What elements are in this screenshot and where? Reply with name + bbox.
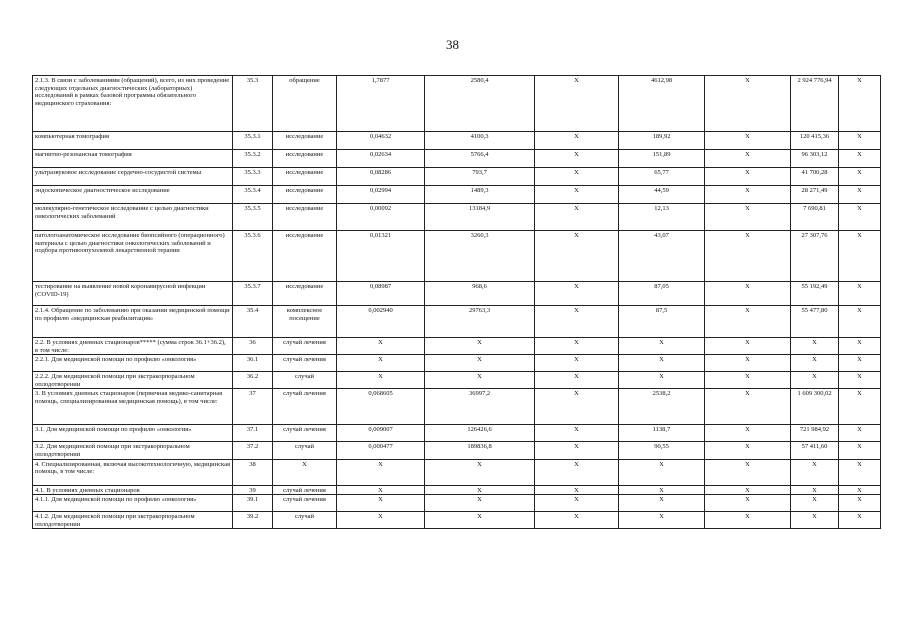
table-cell: 3. В условиях дневных стационаров (первичная медико-санитарная помощь, специализированная медицинская помощь), в том числе: — [33, 389, 233, 425]
table-cell: 3.2. Для медицинской помощи при экстракорпоральном оплодотворении — [33, 442, 233, 459]
table-cell: X — [425, 459, 535, 485]
table-cell: X — [839, 372, 881, 389]
table-cell: 1,7877 — [337, 76, 425, 132]
table-cell: 0,04632 — [337, 132, 425, 150]
table-cell: X — [791, 485, 839, 495]
table-cell: X — [839, 168, 881, 186]
table-cell: 2.2.2. Для медицинской помощи при экстракорпоральном оплодотворении — [33, 372, 233, 389]
table-cell: X — [791, 372, 839, 389]
table-cell: 5766,4 — [425, 150, 535, 168]
table-cell: X — [337, 512, 425, 529]
table-cell: X — [535, 132, 619, 150]
table-cell: X — [535, 485, 619, 495]
table-cell: 721 984,92 — [791, 425, 839, 442]
table-cell: 39.2 — [233, 512, 273, 529]
table-row — [33, 186, 881, 204]
table-cell: X — [425, 495, 535, 512]
table-cell: 43,07 — [619, 231, 705, 282]
table-cell: X — [839, 76, 881, 132]
table-cell: X — [839, 442, 881, 459]
table-cell: X — [791, 512, 839, 529]
table-cell: X — [619, 338, 705, 355]
table-cell: X — [425, 355, 535, 372]
table-cell: патологоанатомическое исследование биопсийного (операционного) материала с целью диагностики онкологических заболеваний и подбора противоопухолевой лекарственной терапии — [33, 231, 233, 282]
table-cell: случай — [273, 512, 337, 529]
table-row — [33, 355, 881, 372]
table-cell: 151,89 — [619, 150, 705, 168]
table-cell: X — [705, 355, 791, 372]
table-cell: 1 609 300,02 — [791, 389, 839, 425]
table-cell: 44,59 — [619, 186, 705, 204]
table-cell: X — [535, 389, 619, 425]
table-cell: 36.1 — [233, 355, 273, 372]
table-cell: 35.3.5 — [233, 204, 273, 231]
table-cell: X — [839, 306, 881, 338]
table-cell: 968,6 — [425, 282, 535, 306]
table-cell: случай — [273, 442, 337, 459]
table-cell: 57 411,60 — [791, 442, 839, 459]
table-cell: 29763,3 — [425, 306, 535, 338]
table-cell: 189,92 — [619, 132, 705, 150]
table-cell: X — [535, 150, 619, 168]
table-cell: 126426,6 — [425, 425, 535, 442]
table-cell: X — [619, 485, 705, 495]
table-cell: 38 — [233, 459, 273, 485]
table-cell: X — [705, 231, 791, 282]
table-cell: 65,77 — [619, 168, 705, 186]
table-cell: X — [791, 495, 839, 512]
table-cell: X — [705, 204, 791, 231]
table-cell: случай — [273, 372, 337, 389]
table-cell: X — [337, 338, 425, 355]
table-cell: X — [425, 338, 535, 355]
table-cell: 35.3.4 — [233, 186, 273, 204]
table-cell: X — [705, 150, 791, 168]
table-cell: 90,55 — [619, 442, 705, 459]
table-row — [33, 306, 881, 338]
table-cell: 55 477,80 — [791, 306, 839, 338]
table-cell: исследование — [273, 204, 337, 231]
table-cell: X — [535, 442, 619, 459]
table-cell: X — [619, 459, 705, 485]
table-cell: 37.2 — [233, 442, 273, 459]
table-cell: 3.1. Для медицинской помощи по профилю «онкология» — [33, 425, 233, 442]
table-cell: X — [705, 512, 791, 529]
table-cell: X — [839, 282, 881, 306]
table-cell: X — [425, 512, 535, 529]
table-cell: X — [273, 459, 337, 485]
table-cell: случай лечения — [273, 425, 337, 442]
table-cell: X — [535, 168, 619, 186]
table-cell: X — [705, 442, 791, 459]
table-cell: X — [791, 355, 839, 372]
table-cell: X — [839, 512, 881, 529]
table-cell: X — [839, 485, 881, 495]
table-cell: 87,5 — [619, 306, 705, 338]
table-cell: X — [839, 231, 881, 282]
table-cell: X — [839, 204, 881, 231]
table-cell: 87,05 — [619, 282, 705, 306]
table-cell: 39.1 — [233, 495, 273, 512]
table-cell: исследование — [273, 231, 337, 282]
table-row — [33, 372, 881, 389]
table-cell: X — [705, 372, 791, 389]
table-cell: 27 307,76 — [791, 231, 839, 282]
table-cell: 0,02634 — [337, 150, 425, 168]
table-row — [33, 495, 881, 512]
table-cell: молекулярно-генетическое исследование с целью диагностики онкологических заболеваний — [33, 204, 233, 231]
table-cell: X — [705, 389, 791, 425]
table-cell: 37 — [233, 389, 273, 425]
table-cell: 36.2 — [233, 372, 273, 389]
table-row — [33, 425, 881, 442]
financing-table — [32, 75, 881, 529]
table-cell: X — [535, 355, 619, 372]
table-cell: эндоскопическое диагностическое исследование — [33, 186, 233, 204]
table-cell: X — [705, 168, 791, 186]
table-cell: 55 192,49 — [791, 282, 839, 306]
table-cell: 0,068605 — [337, 389, 425, 425]
table-cell: 4.1.2. Для медицинской помощи при экстракорпоральном оплодотворении — [33, 512, 233, 529]
table-cell: 35.3.3 — [233, 168, 273, 186]
table-cell: 37.1 — [233, 425, 273, 442]
table-cell: комплексное посещение — [273, 306, 337, 338]
table-cell: 0,000477 — [337, 442, 425, 459]
table-cell: X — [535, 338, 619, 355]
table-cell: случай лечения — [273, 355, 337, 372]
table-cell: X — [705, 495, 791, 512]
table-cell: 0,002940 — [337, 306, 425, 338]
table-cell: 120 415,36 — [791, 132, 839, 150]
table-cell: X — [705, 425, 791, 442]
table-cell: X — [839, 186, 881, 204]
table-cell: магнитно-резонансная томография — [33, 150, 233, 168]
table-cell: 2538,2 — [619, 389, 705, 425]
table-cell: 2 924 776,94 — [791, 76, 839, 132]
table-cell: 28 271,49 — [791, 186, 839, 204]
table-cell: X — [619, 372, 705, 389]
table-cell: исследование — [273, 132, 337, 150]
table-row — [33, 459, 881, 485]
table-cell: 189836,8 — [425, 442, 535, 459]
table-row — [33, 204, 881, 231]
table-cell: 2.2. В условиях дневных стационаров***** (сумма строк 36.1+36.2), в том числе: — [33, 338, 233, 355]
table-cell: случай лечения — [273, 389, 337, 425]
table-cell: исследование — [273, 282, 337, 306]
table-cell: исследование — [273, 168, 337, 186]
table-row — [33, 282, 881, 306]
table-cell: 0,00092 — [337, 204, 425, 231]
table-cell: X — [337, 355, 425, 372]
table-cell: ультразвуковое исследование сердечно-сосудистой системы — [33, 168, 233, 186]
table-cell: 2.1.4. Обращение по заболеванию при оказании медицинской помощи по профилю «медицинская реабилитация» — [33, 306, 233, 338]
table-cell: X — [337, 372, 425, 389]
table-row — [33, 231, 881, 282]
table-cell: X — [425, 485, 535, 495]
table-cell: компьютерная томография — [33, 132, 233, 150]
table-cell: 35.3.2 — [233, 150, 273, 168]
table-cell: 96 303,12 — [791, 150, 839, 168]
table-body — [33, 76, 881, 529]
table-cell: X — [535, 306, 619, 338]
table-cell: X — [705, 132, 791, 150]
table-cell: X — [535, 512, 619, 529]
table-row — [33, 512, 881, 529]
table-cell: случай лечения — [273, 485, 337, 495]
table-cell: 36997,2 — [425, 389, 535, 425]
table-cell: обращение — [273, 76, 337, 132]
table-cell: 1489,3 — [425, 186, 535, 204]
table-cell: 0,009007 — [337, 425, 425, 442]
table-cell: X — [839, 425, 881, 442]
page-number: 38 — [446, 37, 459, 52]
table-cell: 3260,3 — [425, 231, 535, 282]
table-cell: X — [337, 485, 425, 495]
table-cell: X — [535, 495, 619, 512]
table-row — [33, 338, 881, 355]
table-cell: X — [619, 495, 705, 512]
table-cell: 793,7 — [425, 168, 535, 186]
table-cell: 35.3.6 — [233, 231, 273, 282]
table-row — [33, 168, 881, 186]
table-row — [33, 150, 881, 168]
table-cell: X — [619, 512, 705, 529]
table-cell: X — [535, 204, 619, 231]
table-cell: 35.3.1 — [233, 132, 273, 150]
table-cell: X — [337, 495, 425, 512]
table-cell: 12,13 — [619, 204, 705, 231]
table-cell: 0,01321 — [337, 231, 425, 282]
table-row — [33, 389, 881, 425]
table-cell: X — [705, 76, 791, 132]
table-cell: 35.3.7 — [233, 282, 273, 306]
table-cell: X — [705, 306, 791, 338]
table-cell: 39 — [233, 485, 273, 495]
table-cell: X — [839, 389, 881, 425]
table-cell: X — [535, 231, 619, 282]
table-cell: X — [535, 76, 619, 132]
table-cell: X — [535, 425, 619, 442]
table-cell: исследование — [273, 150, 337, 168]
table-cell: 1138,7 — [619, 425, 705, 442]
table-cell: 4100,3 — [425, 132, 535, 150]
table-cell: X — [535, 459, 619, 485]
table-cell: X — [839, 338, 881, 355]
table-cell: случай лечения — [273, 495, 337, 512]
table-cell: 2580,4 — [425, 76, 535, 132]
table-row — [33, 132, 881, 150]
table-cell: 36 — [233, 338, 273, 355]
table-cell: X — [337, 459, 425, 485]
table-cell: X — [705, 282, 791, 306]
table-cell: 13184,9 — [425, 204, 535, 231]
table-cell: 35.4 — [233, 306, 273, 338]
table-cell: X — [791, 459, 839, 485]
table-cell: X — [535, 372, 619, 389]
table-cell: 0,08987 — [337, 282, 425, 306]
table-cell: X — [839, 495, 881, 512]
table-cell: 35.3 — [233, 76, 273, 132]
table-cell: 2.2.1. Для медицинской помощи по профилю «онкология» — [33, 355, 233, 372]
table-row — [33, 76, 881, 132]
table-cell: X — [839, 459, 881, 485]
table-cell: X — [839, 132, 881, 150]
table-cell: 4.1. В условиях дневных стационаров — [33, 485, 233, 495]
table-cell: X — [425, 372, 535, 389]
table-cell: X — [619, 355, 705, 372]
table-cell: 4.1.1. Для медицинской помощи по профилю «онкология» — [33, 495, 233, 512]
table-cell: исследование — [273, 186, 337, 204]
table-cell: X — [705, 459, 791, 485]
table-cell: X — [791, 338, 839, 355]
table-cell: 41 700,28 — [791, 168, 839, 186]
table-row — [33, 442, 881, 459]
table-cell: X — [705, 485, 791, 495]
table-cell: X — [705, 186, 791, 204]
table-cell: X — [839, 355, 881, 372]
table-cell: 0,02994 — [337, 186, 425, 204]
table-cell: X — [535, 186, 619, 204]
table-row — [33, 485, 881, 495]
table-cell: случай лечения — [273, 338, 337, 355]
table-cell: X — [705, 338, 791, 355]
table-cell: 0,08286 — [337, 168, 425, 186]
table-cell: 4. Специализированная, включая высокотехнологичную, медицинская помощь, в том числе: — [33, 459, 233, 485]
table-cell: тестирование на выявление новой коронавирусной инфекции (COVID-19) — [33, 282, 233, 306]
table-cell: 2.1.3. В связи с заболеваниями (обращений), всего, из них проведение следующих отдельных диагностических (лабораторных) исследований в рамках базовой программы обязательного медицинского страхования: — [33, 76, 233, 132]
table-cell: X — [839, 150, 881, 168]
table-cell: 7 690,81 — [791, 204, 839, 231]
table-cell: X — [535, 282, 619, 306]
table-cell: 4612,98 — [619, 76, 705, 132]
